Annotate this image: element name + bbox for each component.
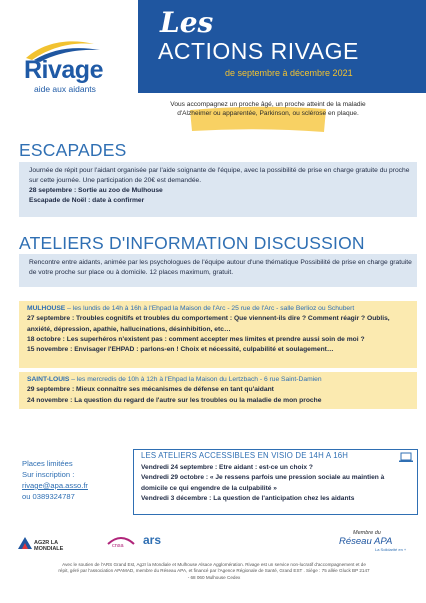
mulhouse-box bbox=[19, 301, 417, 368]
places-limitees: Places limitées bbox=[22, 459, 73, 468]
ag2r-name: AG2R LA MONDIALE bbox=[34, 540, 64, 552]
email-link[interactable]: rivage@apa.asso.fr bbox=[22, 481, 88, 490]
logo-tagline: aide aux aidants bbox=[34, 84, 96, 94]
ag2r-logo bbox=[18, 536, 82, 550]
visio-item: Vendredi 3 décembre : La question de l'anticipation chez les aidants bbox=[141, 495, 355, 503]
title-les: Les bbox=[160, 6, 214, 39]
contact-block bbox=[22, 458, 122, 502]
reseau-sub: La Solidarité en + bbox=[375, 547, 407, 552]
saint-louis-city: SAINT-LOUIS bbox=[27, 376, 70, 383]
mulhouse-item: 15 novembre : Envisager l'EHPAD : parlons-en ! Choix et nécessité, culpabilité et soulagement… bbox=[27, 346, 334, 354]
mulhouse-city: MULHOUSE bbox=[27, 305, 66, 312]
cnsa-name: cnsa bbox=[112, 543, 124, 549]
rivage-logo bbox=[14, 34, 124, 94]
escapades-box bbox=[19, 162, 417, 217]
ag2r-mark-icon bbox=[18, 537, 32, 549]
reseau-apa-logo bbox=[335, 530, 415, 554]
escapades-heading: ESCAPADES bbox=[19, 140, 127, 160]
visio-item: Vendredi 29 octobre : « Je ressens parfois une pression sociale au maintien à domicile ce qui engendre de la culpabilité » bbox=[141, 474, 385, 492]
laptop-icon bbox=[398, 452, 414, 463]
reseau-membre: Membre du bbox=[353, 530, 381, 536]
ateliers-box bbox=[19, 254, 417, 287]
phone-number: ou 0389324787 bbox=[22, 492, 75, 501]
mulhouse-item: 18 octobre : Les superhéros n'existent pas : comment accepter mes limites et prendre aussi soin de moi ? bbox=[27, 335, 365, 343]
reseau-name: Réseau APA bbox=[339, 536, 393, 547]
date-range: de septembre à décembre 2021 bbox=[225, 68, 353, 78]
escapades-description: Journée de répit pour l'aidant organisée par l'aide soignante de l'équipe, avec la possibilité de prise en charge gratuite du proche sur cette journée. Une participation de 20€ est demandée. bbox=[29, 167, 410, 184]
cnsa-logo bbox=[106, 533, 136, 549]
saint-louis-item: 24 novembre : La question du regard de l'autre sur les troubles ou la maladie de mon proche bbox=[27, 396, 322, 404]
escapades-event: 28 septembre : Sortie au zoo de Mulhouse bbox=[29, 187, 163, 194]
escapades-event: Escapade de Noël : date à confirmer bbox=[29, 197, 145, 204]
saint-louis-info: – les mercredis de 10h à 12h à l'Ehpad la Maison du Lertzbach - 6 rue Saint-Damien bbox=[71, 376, 322, 383]
page-title: ACTIONS RIVAGE bbox=[158, 38, 359, 64]
ateliers-description: Rencontre entre aidants, animée par les psychologues de l'équipe autour d'une thématique Possibilité de prise en charge gratuite de votre proche sur place ou à domicile. 12 places maximum, gratuit. bbox=[29, 259, 412, 276]
inscription-label: Sur inscription : bbox=[22, 470, 75, 479]
visio-item: Vendredi 24 septembre : Etre aidant : est-ce un choix ? bbox=[141, 464, 313, 471]
logo-name: Rivage bbox=[24, 56, 103, 84]
mulhouse-info: – les lundis de 14h à 16h à l'Ehpad la Maison de l'Arc - 25 rue de l'Arc - salle Berlioz ou Schubert bbox=[67, 305, 355, 312]
visio-heading: LES ATELIERS ACCESSIBLES EN VISIO DE 14H A 16H bbox=[141, 451, 349, 460]
ars-name: ars bbox=[143, 533, 162, 547]
footer-text: Avec le soutien de l'ARS Grand Est, Ag2r la Mondiale et Mulhouse Alsace Agglomération. Rivage est un service non-lucratif d'accompagnement et de répit, géré par l'association APAMAD, membre du Réseau APA, et financé par l'Agence Régionale de Santé, Grand EST . Siège : 75 allée Gluck BP 2147 - 68 060 Mulhouse Cedex bbox=[58, 562, 370, 580]
visio-list bbox=[141, 463, 399, 505]
ateliers-heading: ATELIERS D'INFORMATION DISCUSSION bbox=[19, 233, 365, 253]
saint-louis-box bbox=[19, 372, 417, 409]
saint-louis-item: 29 septembre : Mieux connaître ses mécanismes de défense en tant qu'aidant bbox=[27, 386, 274, 394]
ars-logo bbox=[143, 533, 177, 549]
mulhouse-item: 27 septembre : Troubles cognitifs et troubles du comportement : Que viennent-ils dire ? Comment réagir ? Oublis, anxiété, dépression, apathie, hallucinations, désinhibition, etc… bbox=[27, 315, 390, 333]
intro-text: Vous accompagnez un proche âgé, un proche atteint de la maladie d'Alzheimer ou apparentée, Parkinson, ou sclérose en plaque. bbox=[170, 101, 366, 117]
